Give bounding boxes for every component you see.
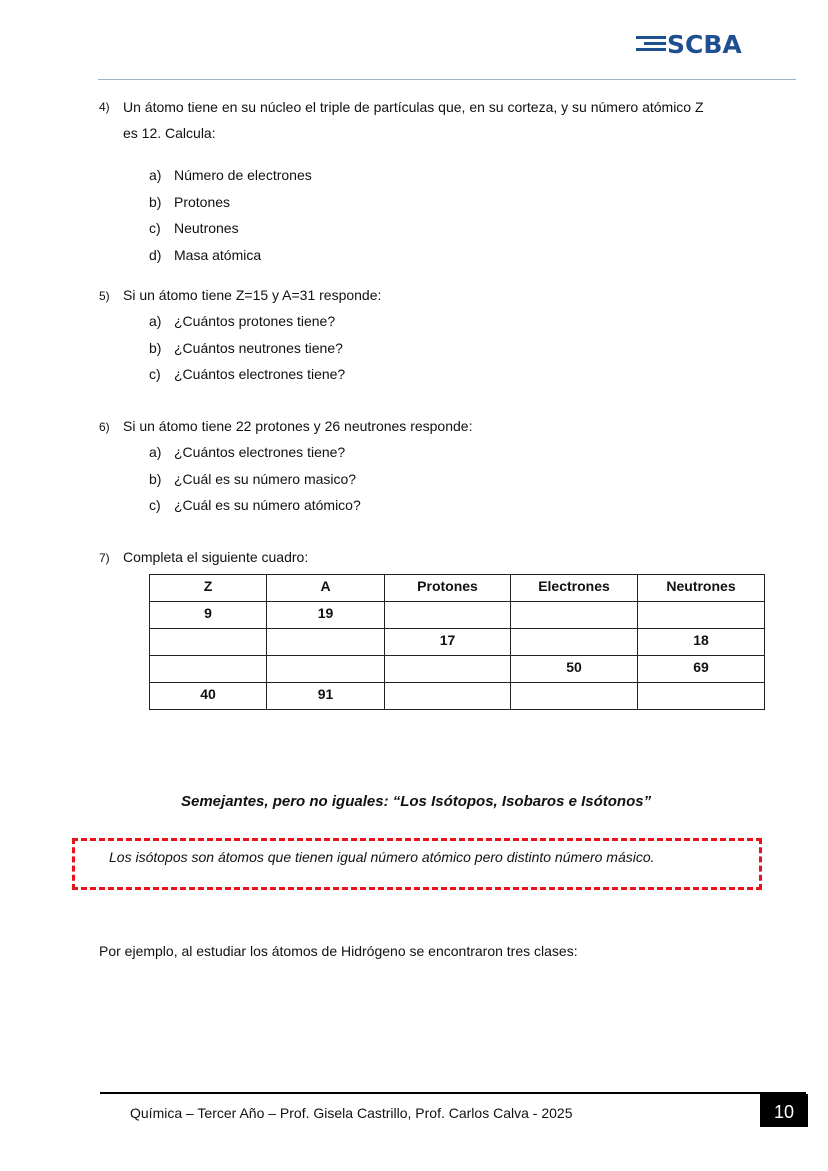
table-cell[interactable]: 9 [150,602,267,629]
footer-divider [100,1092,806,1094]
table-cell[interactable]: 17 [385,629,511,656]
q5-item-text: ¿Cuántos protones tiene? [174,313,336,329]
q4-text-line1: Un átomo tiene en su núcleo el triple de partículas que, en su corteza, y su número atómico Z [123,99,704,115]
section-title: Semejantes, pero no iguales: “Los Isótopos, Isobaros e Isótonos” [181,793,652,810]
q5-item-letter: b) [149,339,162,356]
page-number: 10 [760,1094,808,1127]
definition-text: Los isótopos son átomos que tienen igual número atómico pero distinto número másico. [109,849,655,865]
example-text: Por ejemplo, al estudiar los átomos de Hidrógeno se encontraron tres clases: [99,943,578,959]
q5-item-letter: a) [149,313,162,329]
q4-item-letter: a) [149,167,162,183]
table-cell[interactable] [385,656,511,683]
atoms-table [149,574,765,710]
table-cell[interactable] [511,629,638,656]
column-header: Z [150,575,267,602]
table-cell[interactable]: 50 [511,656,638,683]
q5-item-text: ¿Cuántos electrones tiene? [174,366,346,382]
column-header: Neutrones [638,575,765,602]
table-cell[interactable] [150,656,267,683]
column-header: Electrones [511,575,638,602]
table-cell[interactable] [638,683,765,710]
q5-item-letter: c) [149,366,161,382]
table-cell[interactable] [267,656,385,683]
table-cell[interactable]: 40 [150,683,267,710]
q6-item-letter: a) [149,444,162,460]
q6-item-text: ¿Cuántos electrones tiene? [174,444,346,460]
q6-number: 6) [99,420,110,434]
table-cell[interactable]: 69 [638,656,765,683]
table-cell[interactable]: 18 [638,629,765,656]
footer-text: Química – Tercer Año – Prof. Gisela Castrillo, Prof. Carlos Calva - 2025 [130,1105,573,1121]
q7-number: 7) [99,551,110,565]
q6-item-text: ¿Cuál es su número masico? [174,470,357,487]
q5-item-text: ¿Cuántos neutrones tiene? [174,339,343,356]
table-cell[interactable] [385,683,511,710]
q4-item-letter: b) [149,193,162,210]
table-cell[interactable] [385,602,511,629]
q7-text: Completa el siguiente cuadro: [123,549,309,565]
q4-text-line2: es 12. Calcula: [123,125,216,141]
q4-item-text: Número de electrones [174,167,312,183]
column-header: A [267,575,385,602]
table-row [150,656,765,683]
q4-item-text: Protones [174,193,231,210]
q5-text: Si un átomo tiene Z=15 y A=31 responde: [123,287,382,303]
q4-number: 4) [99,100,110,114]
table-cell[interactable]: 91 [267,683,385,710]
table-cell[interactable] [267,629,385,656]
q6-item-letter: b) [149,470,162,487]
logo-bars-icon [636,36,666,52]
q6-item-letter: c) [149,497,161,513]
q4-item-text: Masa atómica [174,246,262,263]
q4-item-letter: c) [149,220,161,236]
table-row [150,683,765,710]
table-cell[interactable]: 19 [267,602,385,629]
table-cell[interactable] [638,602,765,629]
q5-number: 5) [99,289,110,303]
table-row [150,602,765,629]
q4-item-text: Neutrones [174,220,239,236]
table-cell[interactable] [511,602,638,629]
scba-logo [636,30,742,59]
q4-item-letter: d) [149,246,162,263]
q6-text: Si un átomo tiene 22 protones y 26 neutrones responde: [123,418,473,434]
table-cell[interactable] [150,629,267,656]
table-row [150,629,765,656]
q6-item-text: ¿Cuál es su número atómico? [174,497,361,513]
column-header: Protones [385,575,511,602]
definition-box [72,838,762,890]
header-divider [98,79,796,80]
table-cell[interactable] [511,683,638,710]
logo-text: SCBA [667,30,742,59]
